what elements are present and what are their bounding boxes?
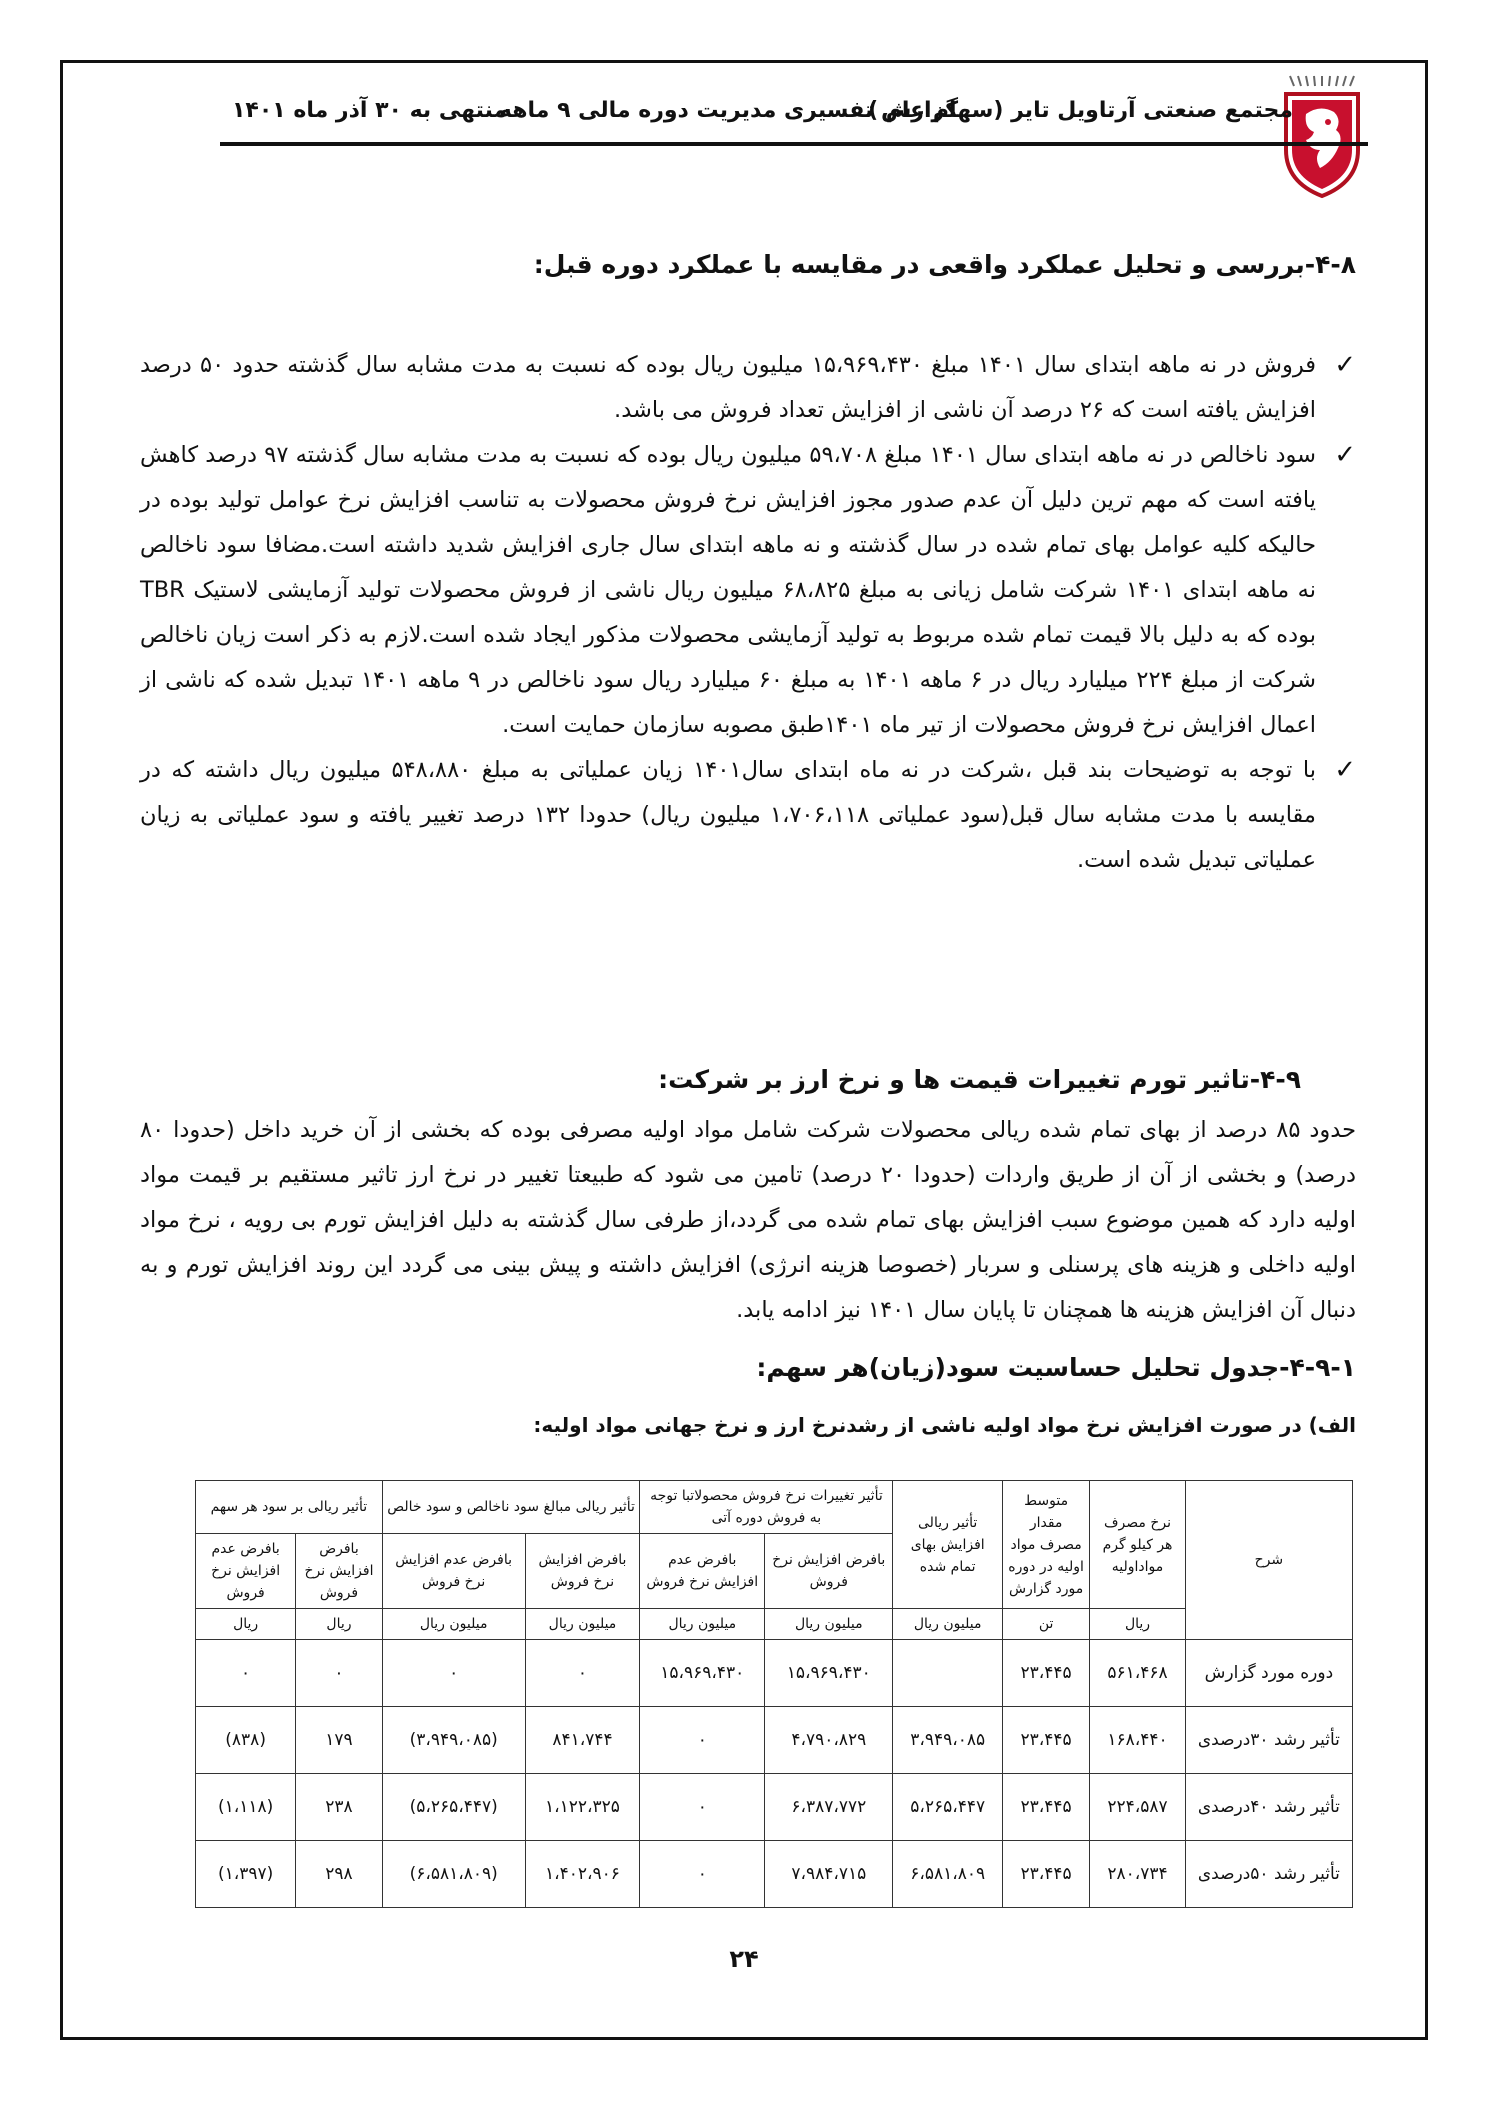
cell-rate: ۵۶۱،۴۶۸ xyxy=(1090,1640,1185,1707)
col-header-eps: تأثیر ریالی بر سود هر سهم xyxy=(196,1481,383,1534)
header-company-name: مجتمع صنعتی آرتاویل تایر (سهام عام ) xyxy=(868,98,1293,123)
cell-gross-inc: ۸۴۱،۷۴۴ xyxy=(525,1707,640,1774)
unit-million-rial: میلیون ریال xyxy=(640,1609,765,1640)
cell-gross-noinc: ۰ xyxy=(382,1640,525,1707)
list-item xyxy=(140,343,1356,433)
bullet-text: فروش در نه ماهه ابتدای سال ۱۴۰۱ مبلغ ۱۵،۹۶۹،۴۳۰ میلیون ریال بوده که نسبت به مدت مشابه سال گذشته حدود ۵۰ درصد افزایش یافته است که ۲۶ درصد آن ناشی از افزایش تعداد فروش می باشد. xyxy=(140,352,1316,423)
col-sub-eps-noinc: بافرض عدم افزایش نرخ فروش xyxy=(196,1534,296,1609)
section-title-performance: ۴-۸-بررسی و تحلیل عملکرد واقعی در مقایسه با عملکرد دوره قبل: xyxy=(533,250,1356,279)
cell-eps-inc: ۲۹۸ xyxy=(296,1841,382,1908)
checkmark-icon: ✓ xyxy=(1334,440,1356,470)
section-title-sensitivity: ۴-۹-۱-جدول تحلیل حساسیت سود(زیان)هر سهم: xyxy=(756,1353,1356,1382)
col-sub-gross-noinc: بافرض عدم افزایش نرخ فروش xyxy=(382,1534,525,1609)
cell-gross-noinc: (۶،۵۸۱،۸۰۹) xyxy=(382,1841,525,1908)
cell-rate: ۲۸۰،۷۳۴ xyxy=(1090,1841,1185,1908)
cell-sales-inc: ۱۵،۹۶۹،۴۳۰ xyxy=(765,1640,893,1707)
table-row xyxy=(196,1640,1353,1707)
inflation-paragraph: حدود ۸۵ درصد از بهای تمام شده ریالی محصولات شرکت شامل مواد اولیه مصرفی بوده که بخشی از آن خرید داخل (حدودا ۸۰ درصد) و بخشی از آن از طریق واردات (حدودا ۲۰ درصد) تامین می شود که طبیعتا تغییر در نرخ ارز تاثیر مستقیم بر قیمت مواد اولیه دارد که همین موضوع سبب افزایش بهای تمام شده می گردد،از طرفی سال گذشته به دلیل افزایش تورم بی رویه ، نرخ مواد اولیه داخلی و هزینه های پرسنلی و سربار (خصوصا هزینه انرژی) افزایش داشته و پیش بینی می گردد این روند افزایش تورم و به دنبال آن افزایش هزینه ها همچنان تا پایان سال ۱۴۰۱ نیز ادامه یابد. xyxy=(140,1117,1356,1323)
unit-million-rial: میلیون ریال xyxy=(382,1609,525,1640)
col-sub-sales-noinc: بافرض عدم افزایش نرخ فروش xyxy=(640,1534,765,1609)
cell-eps-noinc: (۱،۳۹۷) xyxy=(196,1841,296,1908)
cell-sales-inc: ۷،۹۸۴،۷۱۵ xyxy=(765,1841,893,1908)
col-sub-gross-inc: بافرض افزایش نرخ فروش xyxy=(525,1534,640,1609)
cell-cost: ۶،۵۸۱،۸۰۹ xyxy=(893,1841,1003,1908)
cell-gross-noinc: (۵،۲۶۵،۴۴۷) xyxy=(382,1774,525,1841)
cell-qty: ۲۳،۴۴۵ xyxy=(1002,1707,1089,1774)
section-title-inflation: ۴-۹-تاثیر تورم تغییرات قیمت ها و نرخ ارز بر شرکت: xyxy=(658,1065,1301,1094)
cell-desc: تأثیر رشد ۴۰درصدی xyxy=(1185,1774,1352,1841)
cell-sales-inc: ۶،۳۸۷،۷۷۲ xyxy=(765,1774,893,1841)
cell-desc: تأثیر رشد ۳۰درصدی xyxy=(1185,1707,1352,1774)
bullet-text: با توجه به توضیحات بند قبل ،شرکت در نه ماه ابتدای سال۱۴۰۱ زیان عملیاتی به مبلغ ۵۴۸،۸۸۰ میلیون ریال داشته که در مقایسه با مدت مشابه سال قبل(سود عملیاتی ۱،۷۰۶،۱۱۸ میلیون ریال) حدودا ۱۳۲ درصد تغییر یافته و سود عملیاتی به زیان عملیاتی تبدیل شده است. xyxy=(140,757,1316,873)
unit-rial: ریال xyxy=(296,1609,382,1640)
cell-gross-inc: ۱،۴۰۲،۹۰۶ xyxy=(525,1841,640,1908)
header-report-title: گزارش تفسیری مدیریت دوره مالی ۹ ماهه xyxy=(498,98,958,123)
cell-gross-noinc: (۳،۹۴۹،۰۸۵) xyxy=(382,1707,525,1774)
col-sub-eps-inc: بافرض افزایش نرخ فروش xyxy=(296,1534,382,1609)
sensitivity-table xyxy=(195,1480,1353,1908)
unit-million-rial: میلیون ریال xyxy=(525,1609,640,1640)
unit-million-rial: میلیون ریال xyxy=(765,1609,893,1640)
col-header-desc: شرح xyxy=(1185,1481,1352,1640)
cell-cost: ۳،۹۴۹،۰۸۵ xyxy=(893,1707,1003,1774)
cell-rate: ۱۶۸،۴۴۰ xyxy=(1090,1707,1185,1774)
cell-eps-inc: ۰ xyxy=(296,1640,382,1707)
col-sub-sales-inc: بافرض افزایش نرخ فروش xyxy=(765,1534,893,1609)
cell-qty: ۲۳،۴۴۵ xyxy=(1002,1841,1089,1908)
cell-eps-noinc: ۰ xyxy=(196,1640,296,1707)
cell-cost: ۵،۲۶۵،۴۴۷ xyxy=(893,1774,1003,1841)
performance-bullet-list xyxy=(140,343,1356,883)
cell-desc: دوره مورد گزارش xyxy=(1185,1640,1352,1707)
page-header xyxy=(90,90,1428,150)
sensitivity-subtitle: الف) در صورت افزایش نرخ مواد اولیه ناشی از رشدنرخ ارز و نرخ جهانی مواد اولیه: xyxy=(533,1413,1356,1437)
col-header-sales: تأثیر تغییرات نرخ فروش محصولاتبا توجه به فروش دوره آتی xyxy=(640,1481,893,1534)
bullet-text: سود ناخالص در نه ماهه ابتدای سال ۱۴۰۱ مبلغ ۵۹،۷۰۸ میلیون ریال بوده که نسبت به مدت مشابه سال گذشته ۹۷ درصد کاهش یافته است که مهم ترین دلیل آن عدم صدور مجوز افزایش نرخ فروش محصولات به تناسب افزایش نرخ عوامل تولید بوده در حالیکه کلیه عوامل بهای تمام شده در سال گذشته و نه ماهه ابتدای سال جاری افزایش شدید داشته است.مضافا سود ناخالص نه ماهه ابتدای ۱۴۰۱ شرکت شامل زیانی به مبلغ ۶۸،۸۲۵ میلیون ریال ناشی از فروش محصولات تولید آزمایشی لاستیک TBR بوده که به دلیل بالا قیمت تمام شده مربوط به تولید آزمایشی محصولات مذکور ایجاد شده است.لازم به ذکر است زیان ناخالص شرکت از مبلغ ۲۲۴ میلیارد ریال در ۶ ماهه ۱۴۰۱ به مبلغ ۶۰ میلیارد ریال سود ناخالص در ۹ ماهه ۱۴۰۱ تبدیل شده که ناشی از اعمال افزایش نرخ فروش محصولات از تیر ماه ۱۴۰۱طبق مصوبه سازمان حمایت است. xyxy=(140,442,1317,738)
cell-eps-inc: ۱۷۹ xyxy=(296,1707,382,1774)
col-header-rate: نرخ مصرف هر کیلو گرم مواداولیه xyxy=(1090,1481,1185,1609)
cell-sales-noinc: ۰ xyxy=(640,1774,765,1841)
table-row xyxy=(196,1774,1353,1841)
list-item xyxy=(140,748,1356,883)
col-header-gross: تأثیر ریالی مبالغ سود ناخالص و سود خالص xyxy=(382,1481,640,1534)
cell-cost xyxy=(893,1640,1003,1707)
cell-sales-noinc: ۰ xyxy=(640,1707,765,1774)
cell-sales-inc: ۴،۷۹۰،۸۲۹ xyxy=(765,1707,893,1774)
table-row xyxy=(196,1841,1353,1908)
checkmark-icon: ✓ xyxy=(1334,755,1356,785)
unit-rial: ریال xyxy=(196,1609,296,1640)
header-rule xyxy=(220,142,1368,146)
header-period: منتهی به ۳۰ آذر ماه ۱۴۰۱ xyxy=(232,98,508,123)
checkmark-icon: ✓ xyxy=(1334,350,1356,380)
cell-sales-noinc: ۰ xyxy=(640,1841,765,1908)
unit-million-rial: میلیون ریال xyxy=(893,1609,1003,1640)
cell-qty: ۲۳،۴۴۵ xyxy=(1002,1774,1089,1841)
cell-eps-noinc: (۸۳۸) xyxy=(196,1707,296,1774)
unit-rial: ریال xyxy=(1090,1609,1185,1640)
lion-shield-logo-icon xyxy=(1276,70,1368,200)
unit-ton: تن xyxy=(1002,1609,1089,1640)
cell-eps-noinc: (۱،۱۱۸) xyxy=(196,1774,296,1841)
cell-gross-inc: ۰ xyxy=(525,1640,640,1707)
cell-eps-inc: ۲۳۸ xyxy=(296,1774,382,1841)
col-header-qty: متوسط مقدار مصرف مواد اولیه در دوره مورد گزارش xyxy=(1002,1481,1089,1609)
cell-qty: ۲۳،۴۴۵ xyxy=(1002,1640,1089,1707)
cell-gross-inc: ۱،۱۲۲،۳۲۵ xyxy=(525,1774,640,1841)
cell-rate: ۲۲۴،۵۸۷ xyxy=(1090,1774,1185,1841)
table-row xyxy=(196,1707,1353,1774)
col-header-cost: تأثیر ریالی افزایش بهای تمام شده xyxy=(893,1481,1003,1609)
list-item xyxy=(140,433,1356,748)
page-number: ۲۴ xyxy=(729,1945,759,1973)
cell-sales-noinc: ۱۵،۹۶۹،۴۳۰ xyxy=(640,1640,765,1707)
cell-desc: تأثیر رشد ۵۰درصدی xyxy=(1185,1841,1352,1908)
